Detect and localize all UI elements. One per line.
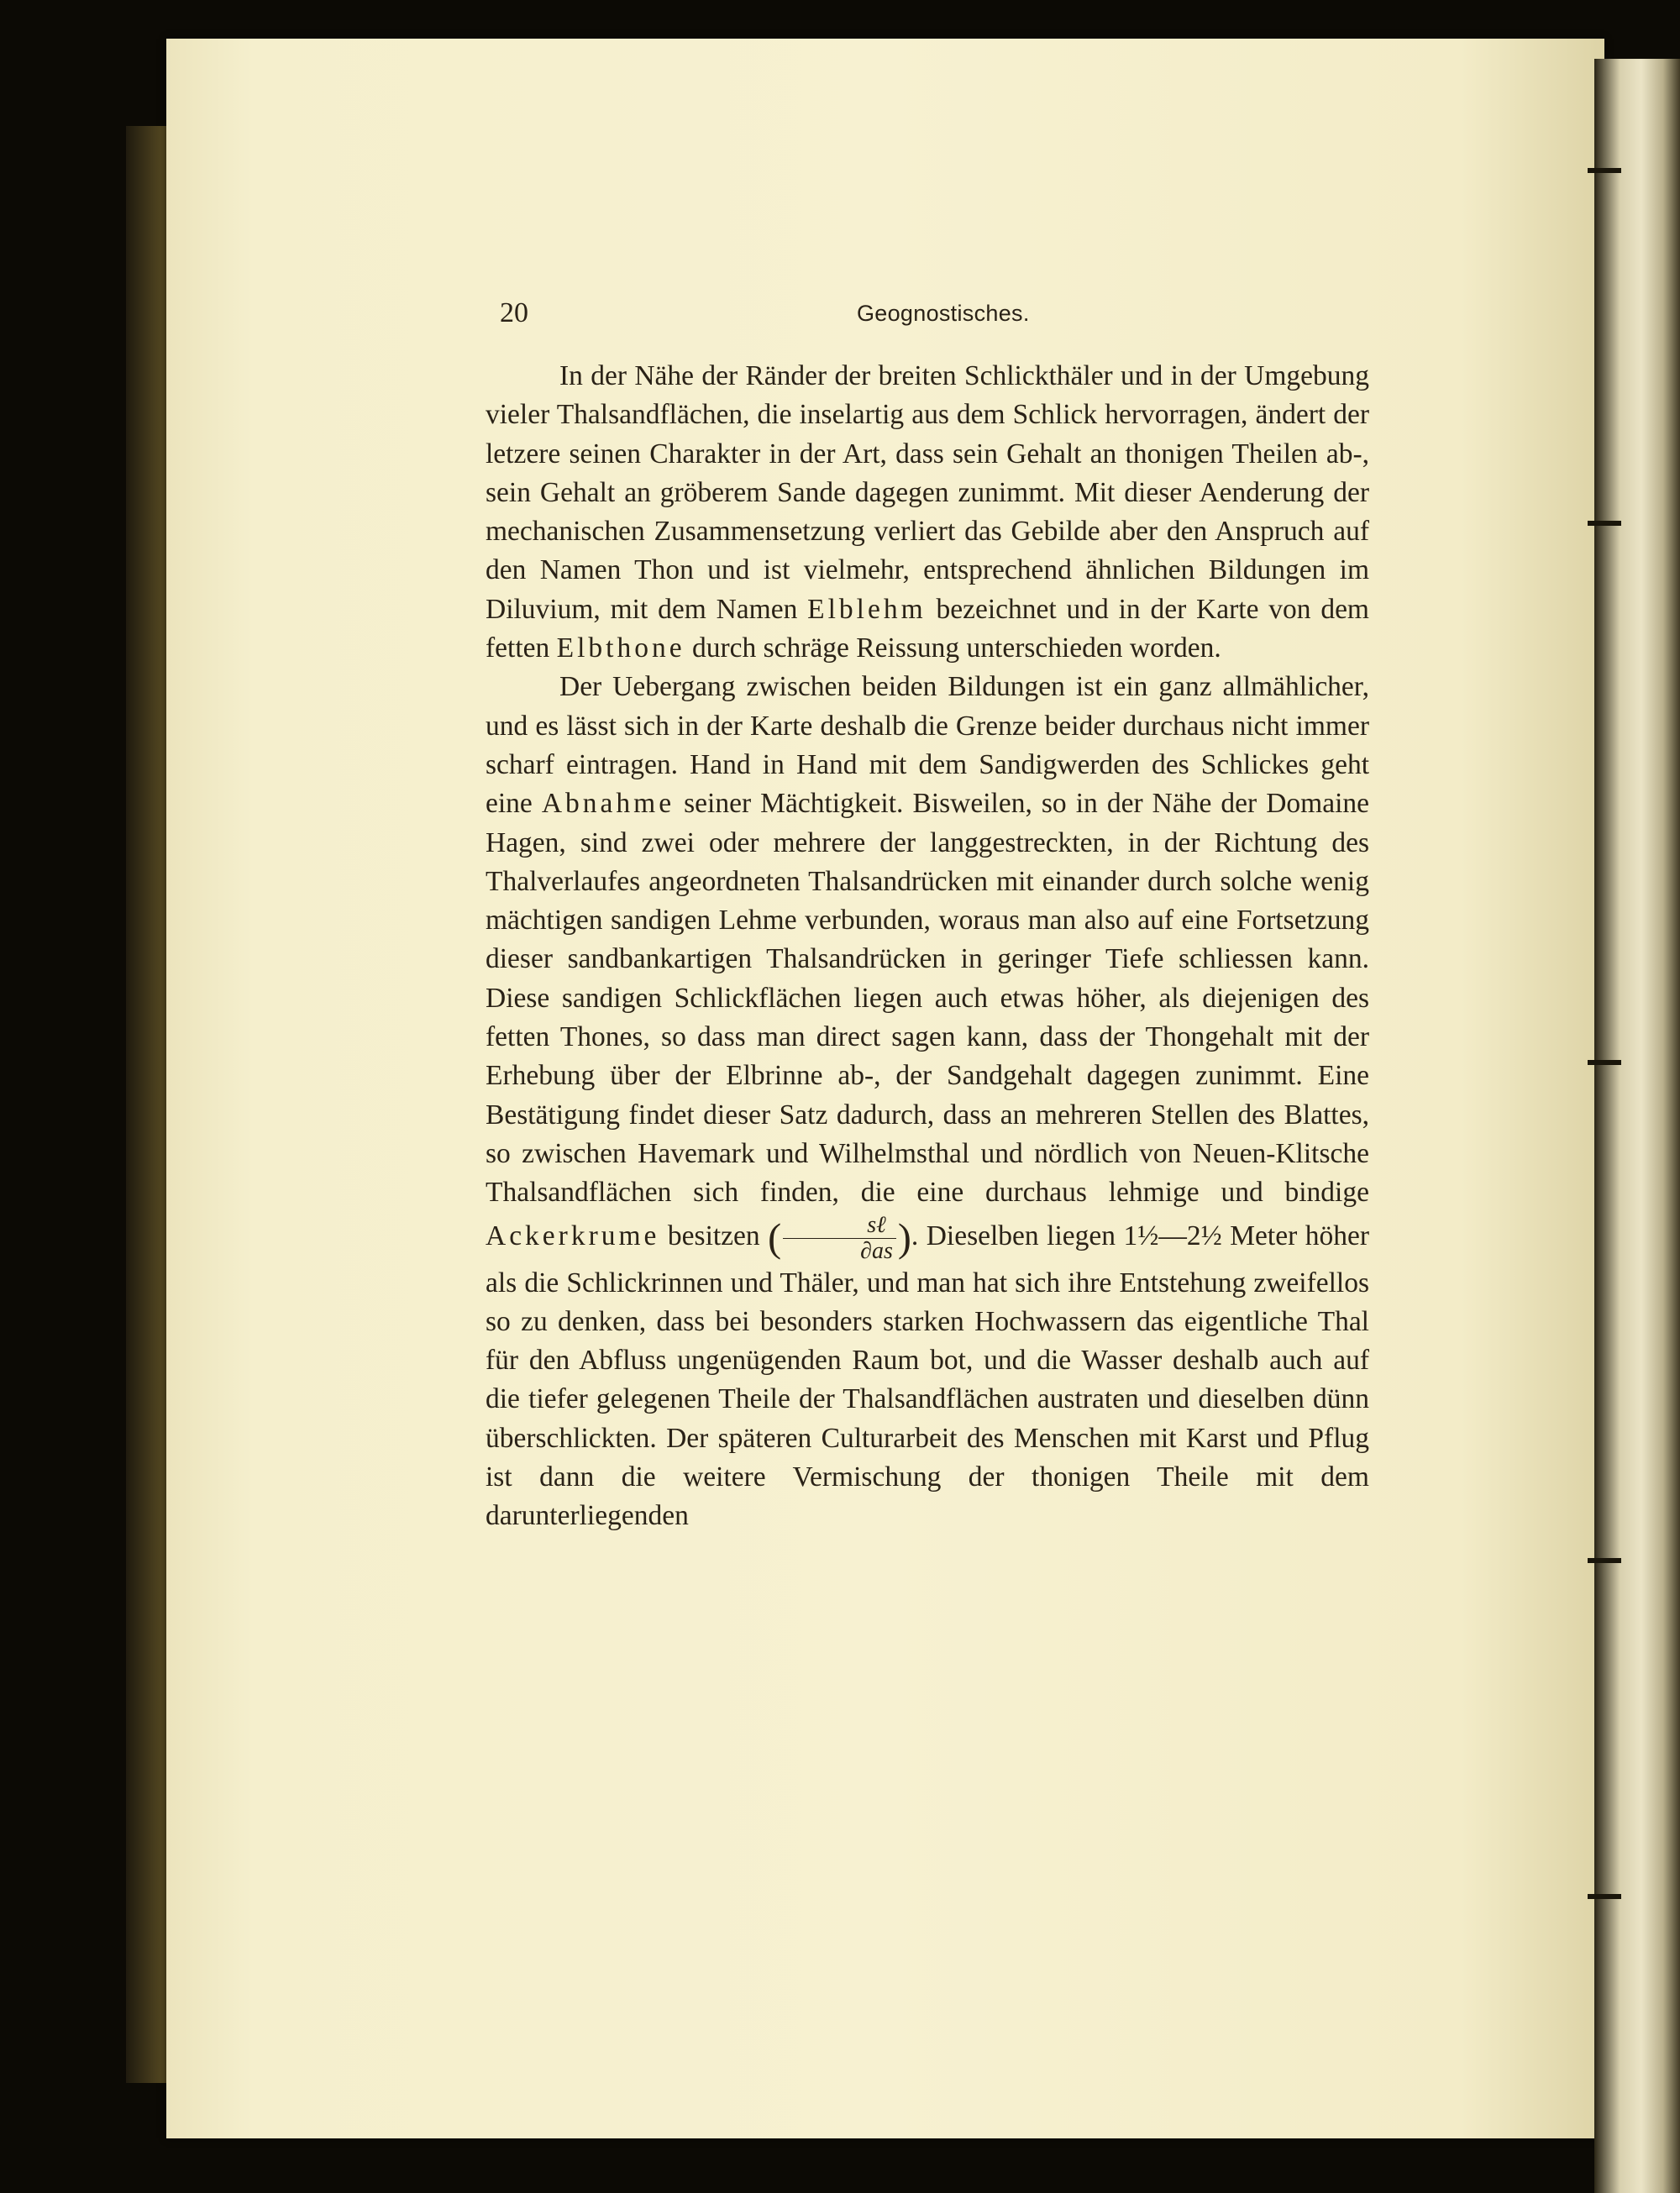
close-paren: ) — [897, 1215, 911, 1260]
term-elblehm: Elblehm — [807, 593, 927, 625]
binding-stitch — [1588, 1558, 1621, 1563]
binding-stitch — [1588, 1060, 1621, 1065]
page-header — [500, 297, 1365, 339]
fraction-denominator: ∂as — [860, 1237, 893, 1264]
binding-stitch — [1588, 521, 1621, 526]
body-text — [486, 357, 1369, 1536]
open-paren: ( — [768, 1215, 782, 1260]
map-symbol-fraction — [783, 1213, 896, 1264]
paragraph-2-text-b: seiner Mächtigkeit. Bisweilen, so in der Nähe der Domaine Hagen, sind zwei oder mehrere der langgestreckten, in der Richtung des Thalverlaufes angeordneten Thalsandrücken mit einander durch solche wenig mächtigen sandigen Lehme verbunden, woraus man also auf eine Fortsetzung dieser sandbankartigen Thalsandrücken in geringer Tiefe schliessen kann. Diese sandigen Schlickflächen liegen auch etwas höher, als diejenigen des fetten Thones, so dass man direct sagen kann, dass der Thongehalt mit der Erhebung über der Elbrinne ab-, der Sandgehalt dagegen zunimmt. Eine Bestätigung findet dieser Satz dadurch, dass an mehreren Stellen des Blattes, so zwischen Havemark und Wilhelmsthal und nördlich von Neuen-Klitsche Thalsandflächen sich finden, die eine durchaus lehmige und bindige — [486, 788, 1369, 1209]
paragraph-1-text-c: durch schräge Reissung unterschieden worden. — [685, 632, 1221, 664]
term-elbthone: Elbthone — [556, 632, 685, 664]
paragraph-2-text-d: . Dieselben liegen 1½—2½ Meter höher als die Schlickrinnen und Thäler, und man hat sich ihre Entstehung zweifellos so zu denken, dass bei besonders starken Hochwassern das eigentliche Thal für den Abfluss ungenügenden Raum bot, und die Wasser deshalb auch auf die tiefer gelegenen Theile der Thalsandflächen austraten und dieselben dünn überschlickten. Der späteren Culturarbeit des Menschen mit Karst und Pflug ist dann die weitere Vermischung der thonigen Theile mit dem darunterliegenden — [486, 1220, 1369, 1532]
term-abnahme: Abnahme — [541, 788, 675, 820]
binding-stitch — [1588, 168, 1621, 173]
running-head: Geognostisches. — [857, 301, 1030, 326]
paragraph-2-text-a: Der Uebergang zwischen beiden Bildungen ist ein ganz allmählicher, und es lässt sich in der Karte deshalb die Grenze beider durchaus nicht immer scharf eintragen. Hand in Hand mit dem Sandigwerden des Schlickes geht eine — [486, 671, 1369, 820]
fraction-numerator: sℓ — [783, 1213, 896, 1239]
term-ackerkrume: Ackerkrume — [486, 1220, 660, 1251]
paragraph-1 — [486, 357, 1369, 668]
paragraph-2 — [486, 668, 1369, 1535]
paragraph-2-text-c: besitzen — [659, 1220, 769, 1251]
paragraph-1-text-a: In der Nähe der Ränder der breiten Schlickthäler und in der Umgebung vieler Thalsandflächen, die inselartig aus dem Schlick hervorragen, ändert der letzere seinen Charakter in der Art, dass sein Gehalt an thonigen Theilen ab-, sein Gehalt an gröberem Sande dagegen zunimmt. Mit dieser Aenderung der mechanischen Zusammensetzung verliert das Gebilde aber den Anspruch auf den Namen Thon und ist vielmehr, entsprechend ähnlichen Bildungen im Diluvium, mit dem Namen — [486, 360, 1369, 625]
binding-edge — [1594, 59, 1680, 2193]
binding-stitch — [1588, 1894, 1621, 1899]
paragraph-1-text-b: bezeichnet und in der Karte von dem fetten — [486, 593, 1369, 664]
page-number: 20 — [500, 297, 528, 328]
